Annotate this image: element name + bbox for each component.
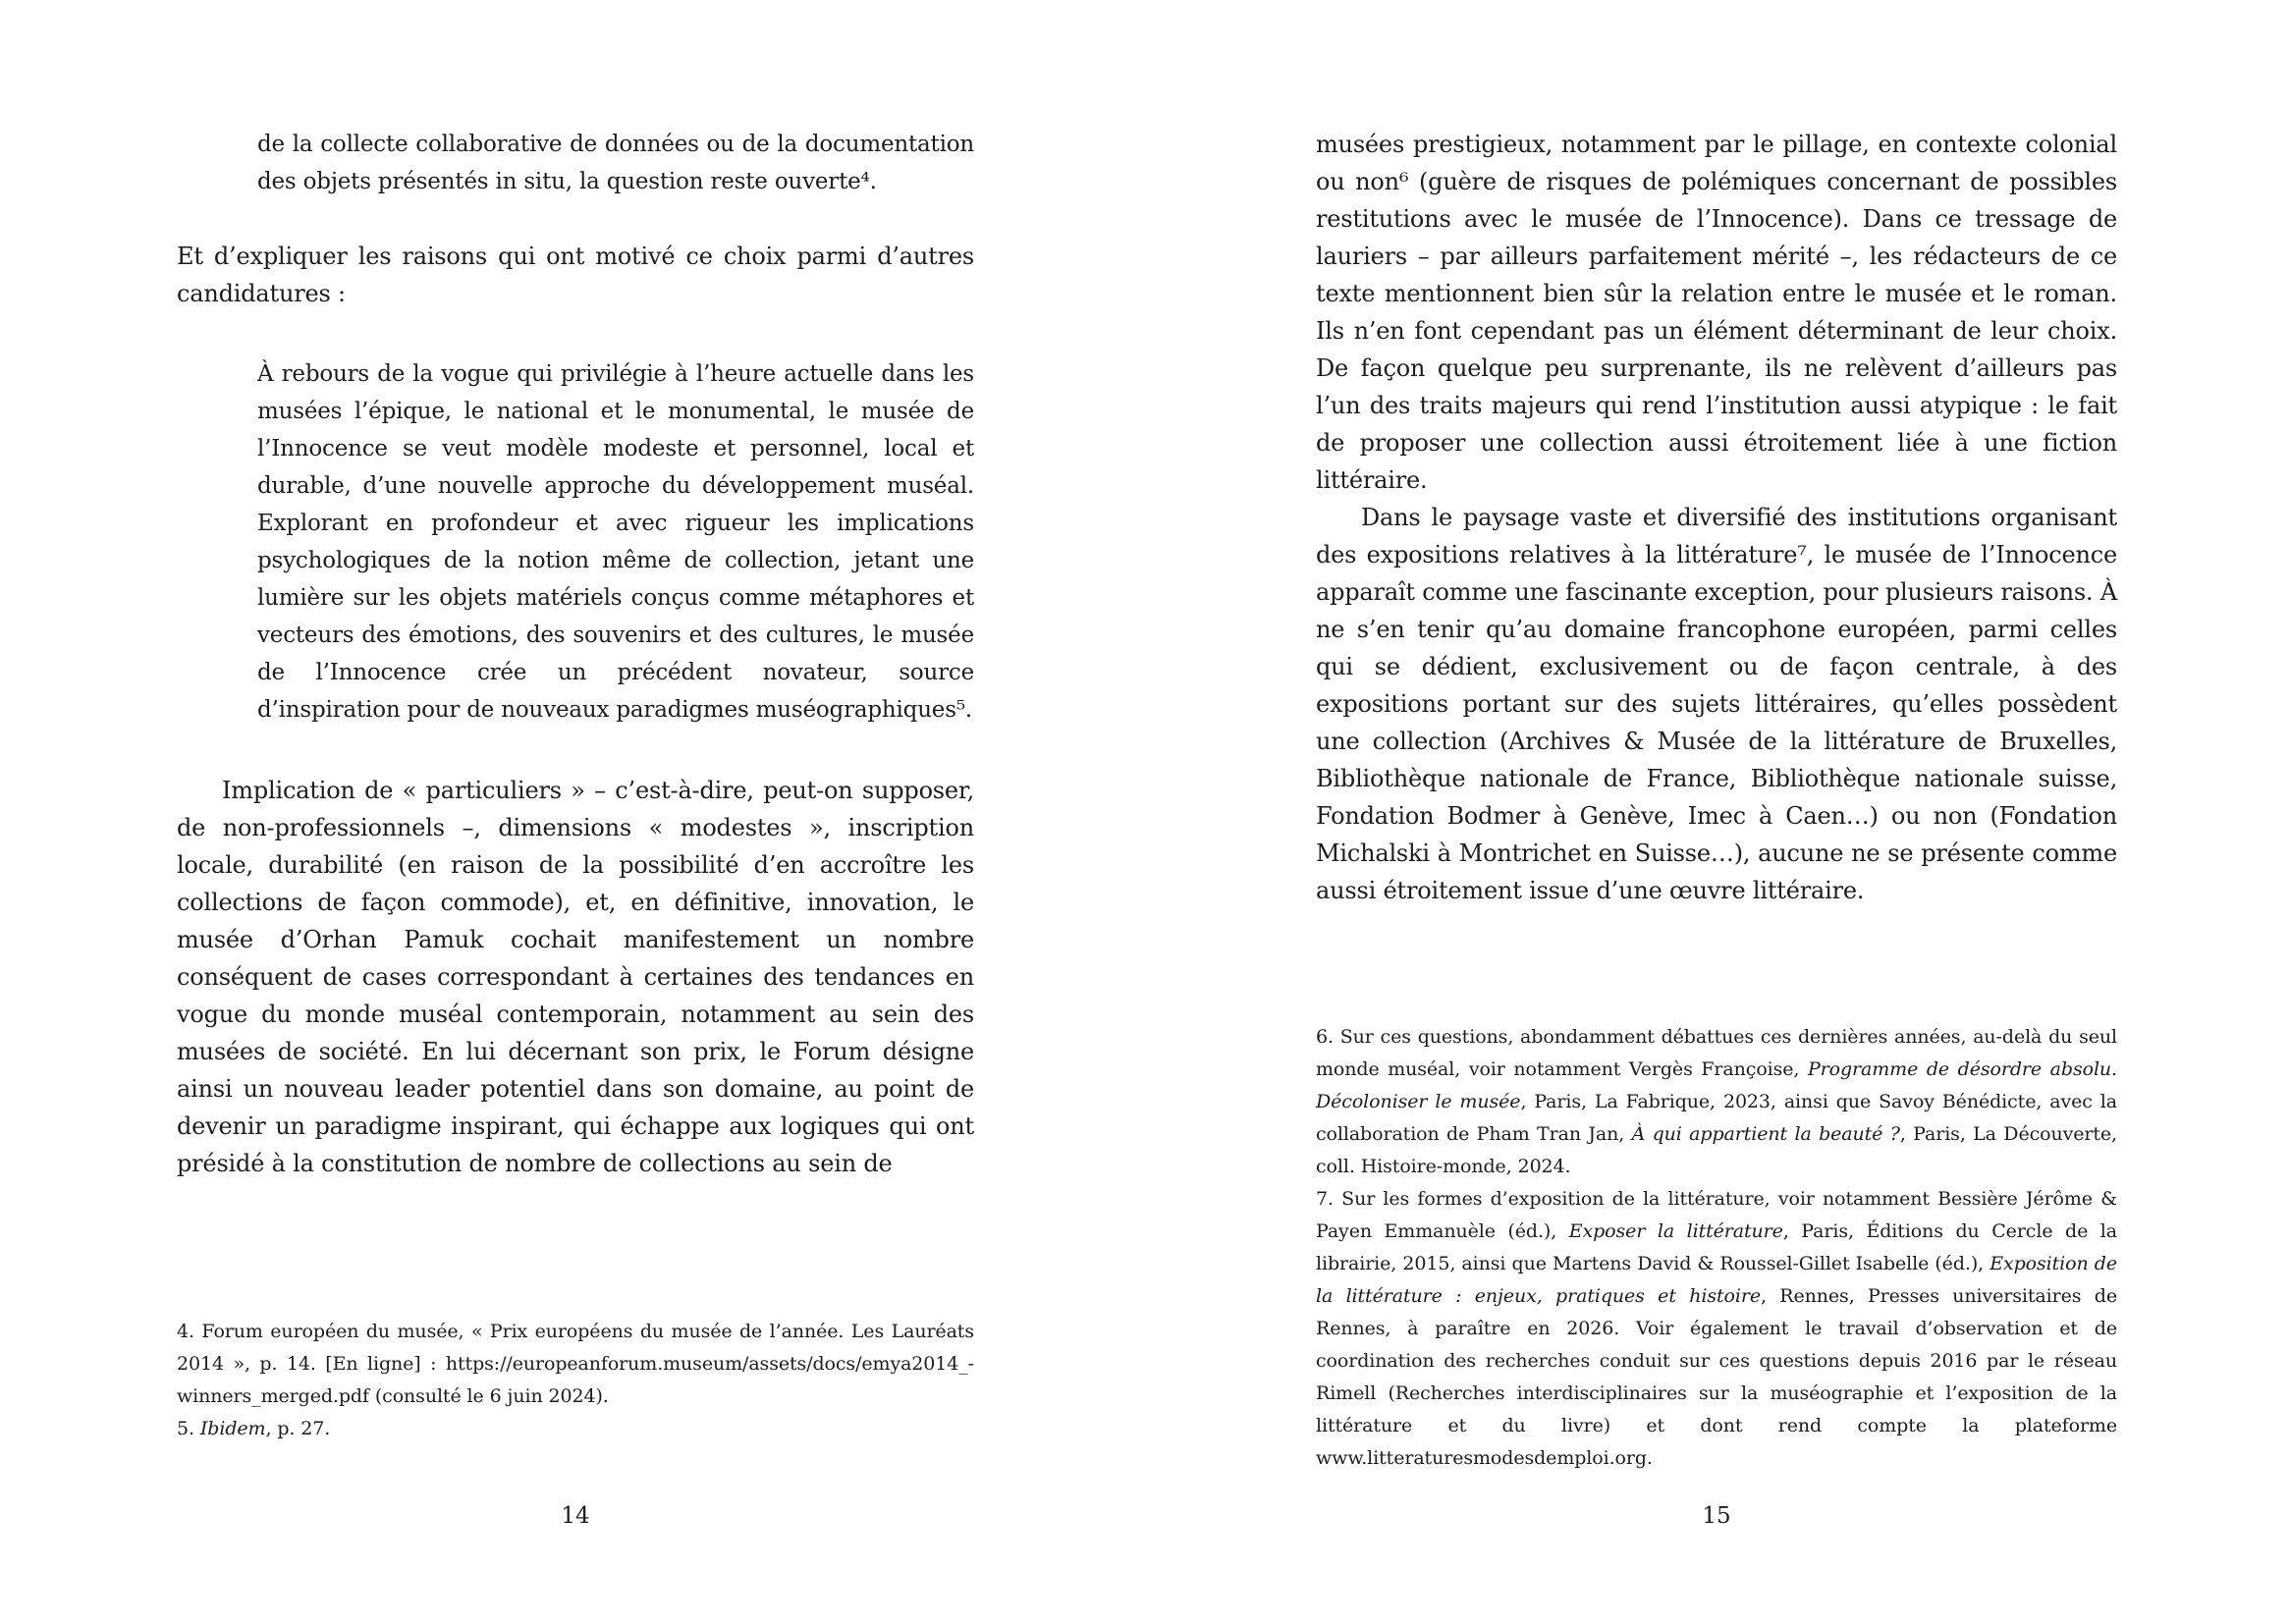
footnote-7-title-2: Exposition de la littérature : enjeux, pratiques et histoire <box>1316 1253 2117 1307</box>
footnote-5-page: , p. 27. <box>265 1418 331 1439</box>
main-paragraph: Implication de « particuliers » – c’est-à-dire, peut-on supposer, de non-professionnels –, dimensions « modestes », inscription locale, durabilité (en raison de la possibilité d’en accroître les collections de façon commode), et, en définitive, innovation, le musée d’Orhan Pamuk cochait manifestement un nombre conséquent de cases correspondant à certaines des tendances en vogue du monde muséal contemporain, notamment au sein des musées de société. En lui décernant son prix, le Forum désigne ainsi un nouveau leader potentiel dans son domaine, au point de devenir un paradigme inspirant, qui échappe aux logiques qui ont présidé à la constitution de nombre de collections au sein de <box>177 777 974 1177</box>
left-page-footnotes <box>177 1316 974 1445</box>
footnote-5-ibidem: Ibidem <box>199 1418 266 1439</box>
right-page-footnotes <box>1316 1021 2117 1475</box>
footnote-7-text-2: , Paris, Éditions du Cercle de la librairie, 2015, ainsi que Martens David & Roussel-Gillet Isabelle (éd.), <box>1316 1220 2118 1274</box>
footnote-7-text-3: , Rennes, Presses universitaires de Rennes, à paraître en 2026. Voir également le travail d’observation et de coordination des recherches conduit sur ces questions depuis 2016 par le réseau Rimell (Recherches interdisciplinaires sur la muséographie et l’exposition de la littérature et du livre) et dont rend compte la plateforme www.litteraturesmodesdemploi.org. <box>1316 1285 2117 1469</box>
block-quote: À rebours de la vogue qui privilégie à l’heure actuelle dans les musées l’épique, le national et le monumental, le musée de l’Innocence se veut modèle modeste et personnel, local et durable, d’une nouvelle approche du développement muséal. Explorant en profondeur et avec rigueur les implications psychologiques de la notion même de collection, jetant une lumière sur les objets matériels conçus comme métaphores et vecteurs des émotions, des souvenirs et des cultures, le musée de l’Innocence crée un précédent novateur, source d’inspiration pour de nouveaux paradigmes muséographiques⁵. <box>257 361 974 723</box>
block-quote-continuation: de la collecte collaborative de données ou de la documentation des objets présentés in situ, la question reste ouverte⁴. <box>257 132 974 194</box>
continuation-paragraph: musées prestigieux, notamment par le pillage, en contexte colonial ou non⁶ (guère de risques de polémiques concernant de possibles restitutions avec le musée de l’Innocence). Dans ce tressage de lauriers – par ailleurs parfaitement mérité –, les rédacteurs de ce texte mentionnent bien sûr la relation entre le musée et le roman. Ils n’en font cependant pas un élément déterminant de leur choix. De façon quelque peu surprenante, ils ne relèvent d’ailleurs pas l’un des traits majeurs qui rend l’institution aussi atypique : le fait de proposer une collection aussi étroitement liée à une fiction littéraire. <box>1316 131 2117 494</box>
right-page-text-column <box>1316 126 2117 909</box>
footnote-7 <box>1316 1183 2117 1475</box>
footnote-6-title-2: À qui appartient la beauté ? <box>1631 1123 1900 1145</box>
footnote-7-title-1: Exposer la littérature <box>1568 1220 1783 1242</box>
second-paragraph: Dans le paysage vaste et diversifié des institutions organisant des expositions relatives à la littérature⁷, le musée de l’Innocence apparaît comme une fascinante exception, pour plusieurs raisons. À ne s’en tenir qu’au domaine francophone européen, parmi celles qui se dédient, exclusivement ou de façon centrale, à des expositions portant sur des sujets littéraires, qu’elles possèdent une collection (Archives & Musée de la littérature de Bruxelles, Bibliothèque nationale de France, Bibliothèque nationale suisse, Fondation Bodmer à Genève, Imec à Caen…) ou non (Fondation Michalski à Montrichet en Suisse…), aucune ne se présente comme aussi étroitement issue d’une œuvre littéraire. <box>1316 504 2117 904</box>
footnote-7-text-1: 7. Sur les formes d’exposition de la littérature, voir notamment Bessière Jérôme & Payen Emmanuèle (éd.), <box>1316 1188 2117 1242</box>
footnote-5-num: 5. <box>177 1418 200 1439</box>
footnote-6-text-1: 6. Sur ces questions, abondamment débattues ces dernières années, au-delà du seul monde muséal, voir notamment Vergès Françoise, <box>1316 1026 2117 1080</box>
intro-paragraph: Et d’expliquer les raisons qui ont motivé ce choix parmi d’autres candidatures : <box>177 243 974 307</box>
footnote-4 <box>177 1316 974 1413</box>
footnote-6-text-3: , Paris, La Découverte, coll. Histoire-monde, 2024. <box>1316 1123 2117 1177</box>
left-page-number: 14 <box>561 1503 590 1529</box>
footnote-6 <box>1316 1021 2117 1183</box>
footnote-6-text-2: , Paris, La Fabrique, 2023, ainsi que Savoy Bénédicte, avec la collaboration de Pham Tran Jan, <box>1316 1091 2117 1145</box>
footnote-4-text: 4. Forum européen du musée, « Prix européens du musée de l’année. Les Lauréats 2014 », p. 14. [En ligne] : https://europeanforum.museum/assets/docs/emya2014_-winners_merged.pdf (consulté le 6 juin 2024). <box>177 1321 974 1407</box>
right-page-number: 15 <box>1702 1503 1731 1529</box>
left-page-text-column <box>177 126 974 1182</box>
footnote-5 <box>177 1413 974 1445</box>
footnote-6-title-1: Programme de désordre absolu. Décoloniser le musée <box>1316 1058 2117 1112</box>
